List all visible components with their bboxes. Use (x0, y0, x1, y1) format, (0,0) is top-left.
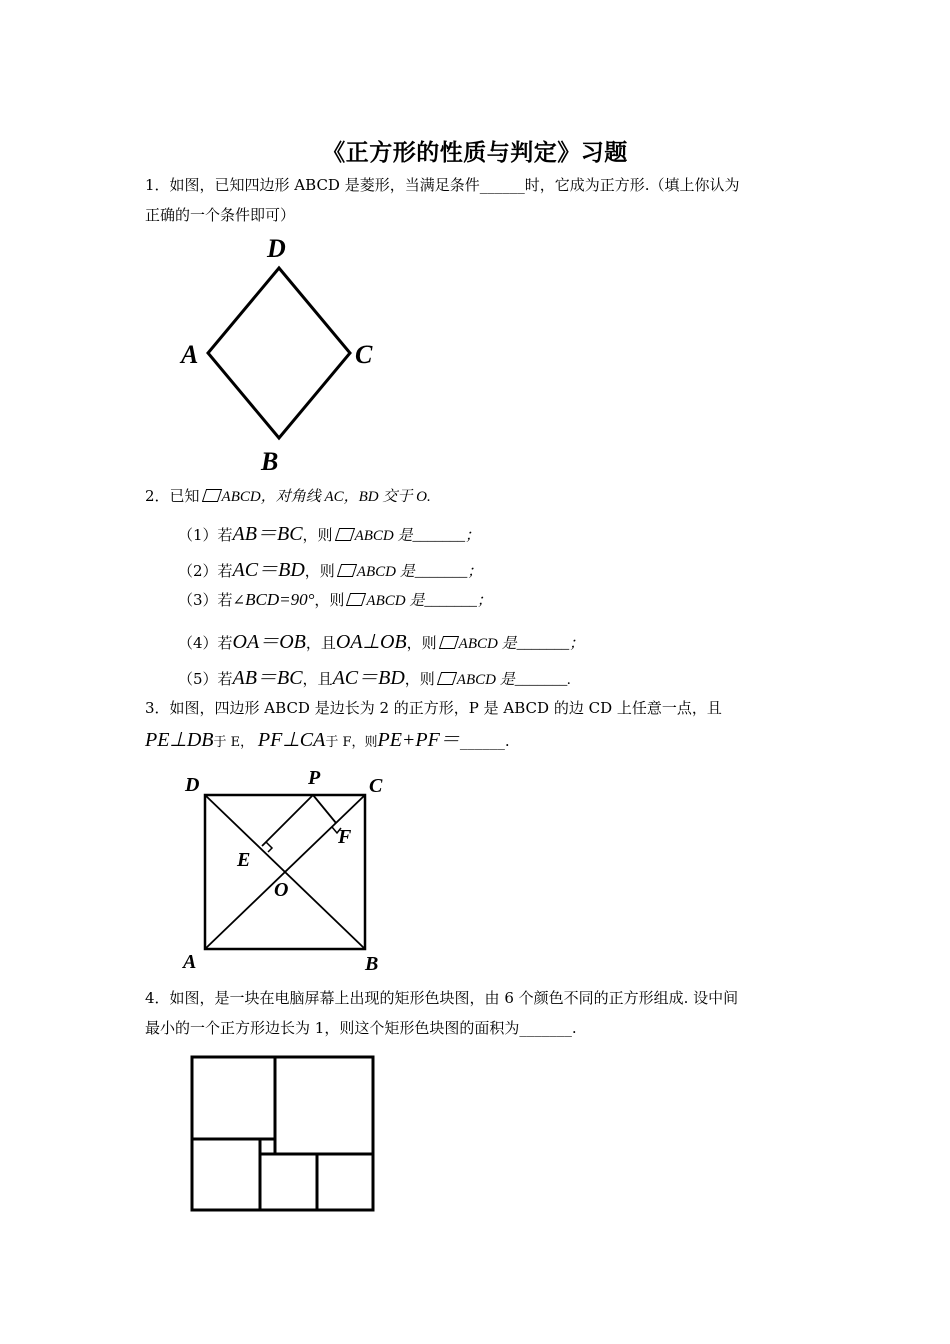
q2-item-cond2: OA⊥OB (335, 631, 407, 653)
q4-line1: 4．如图，是一块在电脑屏幕上出现的矩形色块图，由 6 个颜色不同的正方形组成. 设中间 (145, 989, 739, 1007)
q2-item-num: （3）若∠ (178, 591, 246, 609)
parallelogram-icon (439, 636, 459, 649)
q2-item-tail: ABCD 是_______. (456, 672, 571, 688)
q2-item-cond: AC＝BD (232, 559, 305, 581)
q2-stem-pre: 2．已知 (145, 487, 200, 505)
page-title: 《正方形的性质与判定》习题 (322, 140, 628, 166)
q2-item-num: （1）若 (178, 526, 233, 544)
right-angle-e (266, 842, 272, 852)
q2-item-mid: ，则 (304, 562, 335, 580)
q2-item-num: （4）若 (178, 634, 233, 652)
label-B: B (365, 953, 379, 975)
label-B: B (261, 447, 279, 476)
q2-item-tail: ABCD 是_______； (366, 593, 492, 609)
parallelogram-icon (337, 564, 357, 577)
q2-item-num: （2）若 (178, 562, 233, 580)
q2-item-cond2: AC＝BD (332, 667, 405, 689)
parallelogram-icon (334, 528, 354, 541)
q2-item-cond: AB＝BC (232, 667, 303, 689)
q2-item-cond: BCD=90° (245, 590, 315, 609)
q2-item-3 (178, 589, 492, 610)
label-D: D (267, 234, 286, 263)
q2-item-2 (178, 553, 482, 582)
q3-text-3: ______. (459, 732, 510, 750)
label-C: C (369, 775, 383, 797)
q1-line1: 1．如图，已知四边形 ABCD 是菱形，当满足条件______时，它成为正方形.（填上你认为 (145, 176, 740, 194)
q3-math-1: PE⊥DB (145, 729, 214, 751)
label-P: P (308, 767, 321, 789)
q4-line2: 最小的一个正方形边长为 1，则这个矩形色块图的面积为_______. (145, 1019, 577, 1037)
q2-stem-post: ABCD，对角线 AC，BD 交于 O. (221, 489, 431, 505)
q2-item-tail: ABCD 是_______； (458, 636, 585, 652)
q2-item-5 (178, 661, 571, 690)
q3-line1: 3．如图，四边形 ABCD 是边长为 2 的正方形，P 是 ABCD 的边 CD 上任意一点，且 (145, 699, 722, 717)
label-E: E (237, 849, 251, 871)
square-figure (175, 760, 405, 980)
q2-item-mid: ，且 (305, 634, 336, 652)
q3-math-3: PE+PF＝ (377, 729, 460, 751)
parallelogram-icon (201, 489, 221, 502)
rhombus-shape (208, 268, 350, 438)
q2-item-tail: ABCD 是_______； (356, 564, 483, 580)
rectangle-squares-figure (185, 1050, 385, 1220)
q3-math-2: PF⊥CA (257, 729, 326, 751)
rhombus-figure (175, 230, 395, 480)
parallelogram-icon (346, 593, 366, 606)
label-F: F (338, 826, 352, 848)
q1-line2: 正确的一个条件即可） (145, 206, 296, 224)
label-C: C (355, 340, 373, 369)
q2-item-cond: AB＝BC (232, 523, 303, 545)
q2-item-1 (178, 517, 480, 546)
q3-text-1: 于 E， (213, 735, 254, 750)
q2-item-mid: ，则 (302, 526, 333, 544)
outer-rectangle (192, 1057, 373, 1210)
parallelogram-icon (437, 672, 457, 685)
q2-item-num: （5）若 (178, 670, 233, 688)
q2-item-mid2: ，则 (404, 670, 435, 688)
q2-item-cond: OA＝OB (232, 631, 306, 653)
q2-item-tail: ABCD 是_______； (354, 528, 480, 544)
segment-pe (262, 795, 313, 846)
label-A: A (183, 951, 197, 973)
segment-pf (313, 795, 336, 823)
q2-item-mid2: ，则 (406, 634, 437, 652)
q2-stem (145, 486, 431, 507)
label-A: A (181, 340, 199, 369)
q2-item-4 (178, 625, 584, 654)
label-D: D (185, 774, 200, 796)
q2-item-mid: ，且 (302, 670, 333, 688)
q3-text-2: 于 F，则 (325, 735, 378, 750)
q3-line2 (145, 730, 510, 753)
q2-item-mid: ，则 (314, 591, 345, 609)
label-O: O (274, 879, 289, 901)
